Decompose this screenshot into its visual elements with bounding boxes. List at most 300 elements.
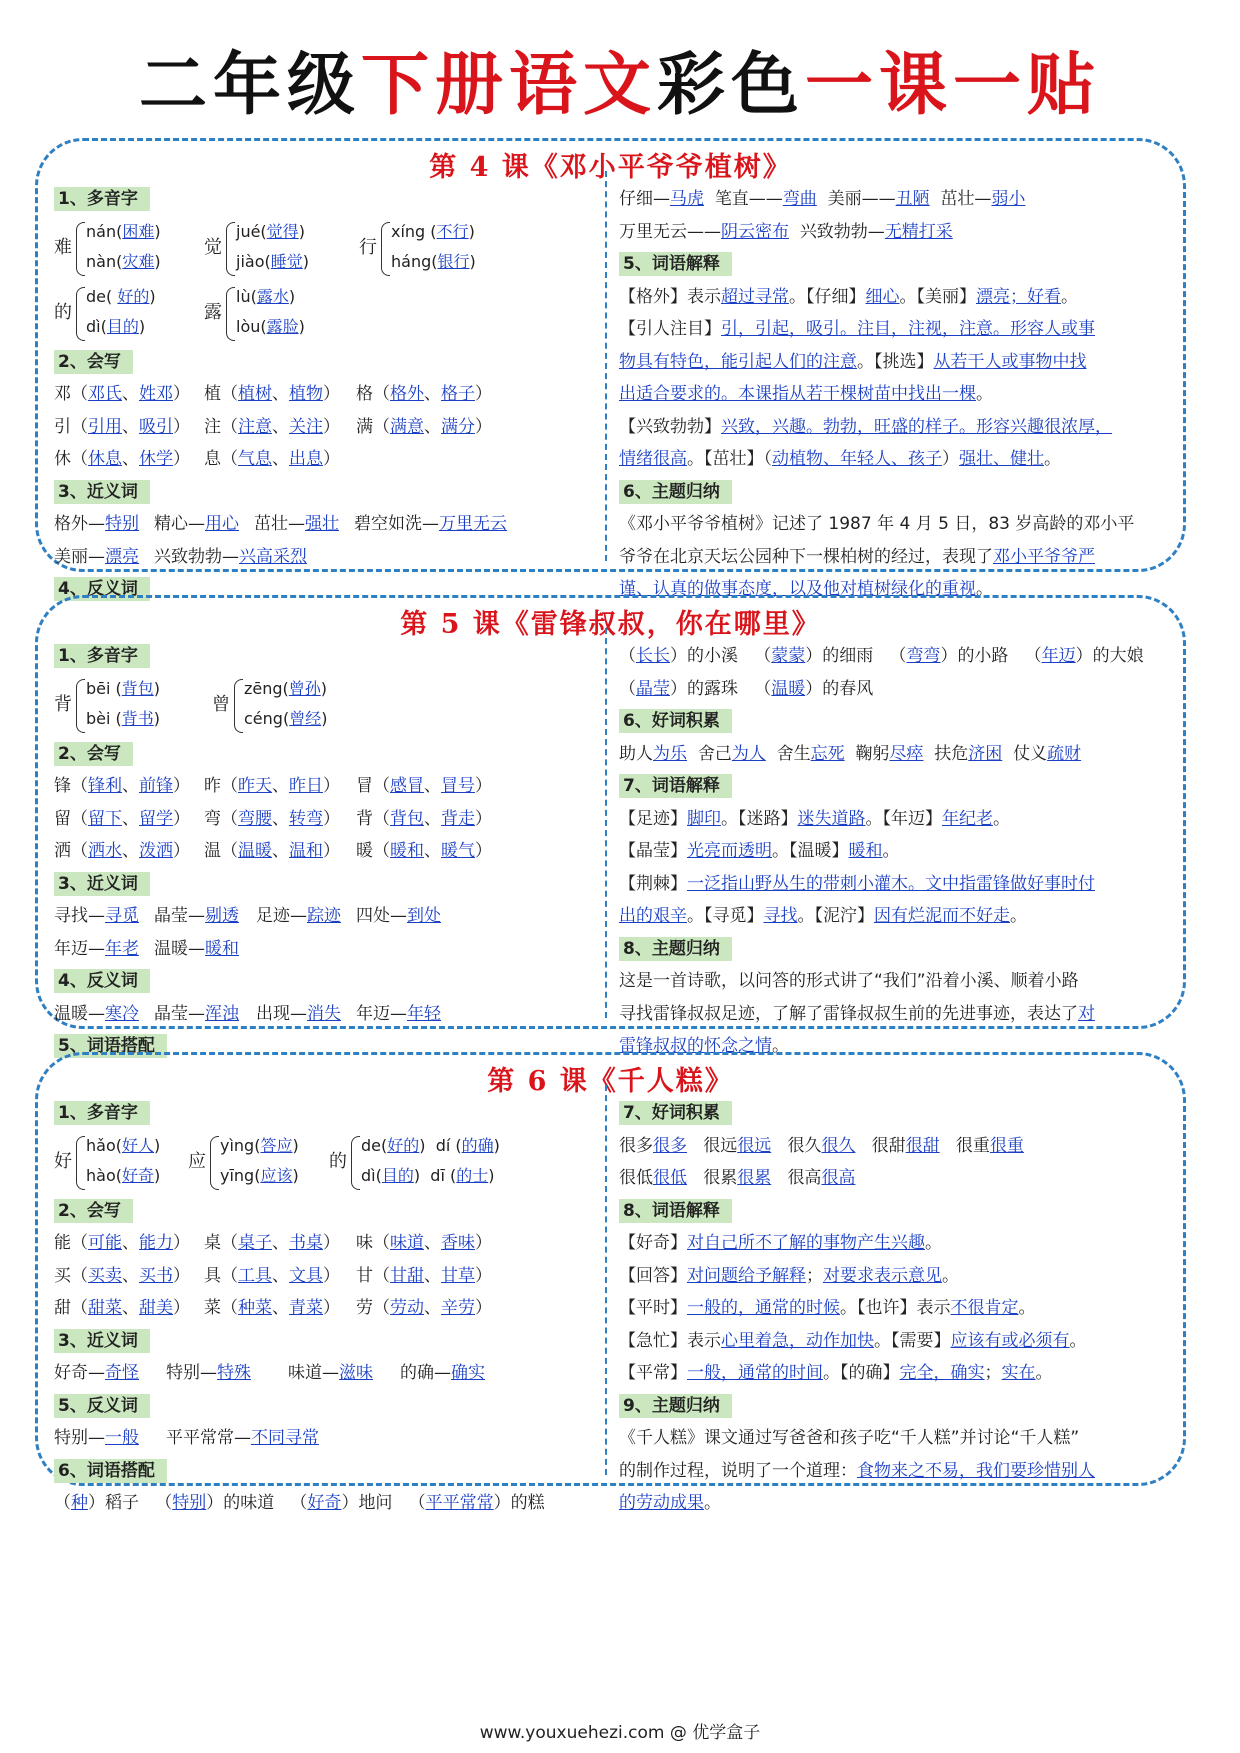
write-word: 植物 <box>289 384 323 404</box>
pairing-row: （种）稻子 （特别）的味道 （好奇）地问 （平平常常）的糕 <box>54 1493 545 1513</box>
word: 寻找— <box>54 906 105 926</box>
text: 鞠躬 <box>855 743 890 764</box>
meaning: 邓小平爷爷严 <box>993 546 1095 567</box>
synonym-row <box>54 1357 594 1390</box>
section-header: 1、多音字 <box>54 187 150 211</box>
word: 特别— <box>54 1428 105 1448</box>
write-word: 背包 <box>390 808 424 829</box>
lesson-4-left-column <box>54 183 594 606</box>
example-word: 睡觉 <box>270 251 303 271</box>
theme-line <box>619 965 1169 998</box>
meaning: 情绪很高 <box>619 449 687 469</box>
synonym-row <box>54 933 594 966</box>
text: 的春风 <box>822 678 874 699</box>
synonym-word: 确实 <box>451 1363 485 1383</box>
polyphone-char: 行 <box>359 236 377 258</box>
write-word: 留学 <box>139 808 173 829</box>
explanation-line <box>619 443 1169 476</box>
polyphone-char: 露 <box>204 301 222 323</box>
text: 【荆棘】 <box>619 873 687 894</box>
example-word: 曾经 <box>289 708 322 728</box>
write-word: 满分 <box>441 416 475 437</box>
word: 温暖— <box>54 1003 105 1024</box>
word: 仔细— <box>619 189 670 209</box>
meaning: 漂亮；好看 <box>976 286 1061 307</box>
text: 仗义 <box>1013 743 1048 764</box>
write-char: 味 <box>356 1233 373 1253</box>
synonym-word: 强壮 <box>305 514 339 534</box>
write-word: 可能 <box>88 1233 122 1253</box>
text: 《千人糕》课文通过写爸爸和孩子吃“千人糕”并讨论“千人糕” <box>619 1428 1080 1448</box>
text: ； <box>806 1265 823 1286</box>
example-word: 好人 <box>121 1135 154 1155</box>
example-word: 的确 <box>461 1135 494 1155</box>
text: 助人 <box>619 743 653 764</box>
explanation-line <box>619 835 1169 868</box>
polyphone-char: 的 <box>54 301 72 323</box>
example-word: 露水 <box>256 286 289 306</box>
footer-watermark: www.youxuehezi.com @ 优学盒子 <box>479 1723 761 1743</box>
write-word: 甜菜 <box>88 1298 122 1318</box>
meaning: 引，引起，吸引。注目，注视，注意。形容人或事 <box>721 319 1095 339</box>
pinyin: hǎo( <box>86 1135 122 1155</box>
text: 的细雨 <box>822 646 874 666</box>
text: 【引人注目】 <box>619 319 721 339</box>
pinyin: bēi ( <box>86 678 122 698</box>
synonym-word: 特别 <box>105 514 139 534</box>
text: 。 <box>976 384 993 404</box>
text: 。【迷路】 <box>721 808 798 829</box>
meaning: 食物来之不易，我们要珍惜别人 <box>857 1460 1095 1481</box>
pair-word: 蒙蒙 <box>771 646 806 666</box>
write-word: 气息 <box>238 449 272 469</box>
lesson-6-card <box>35 1052 1186 1513</box>
synonym-word: 年老 <box>105 938 139 959</box>
pinyin: lòu( <box>236 316 267 336</box>
meaning: 兴致，兴趣。勃勃，旺盛的样子。形容兴趣很浓厚， <box>721 416 1112 437</box>
explanation-line <box>619 1357 1169 1390</box>
meaning: 一般，通常的时间 <box>687 1363 823 1383</box>
text: 地问 <box>358 1493 393 1513</box>
word: 兴致勃勃— <box>799 221 885 242</box>
write-row: 洒（洒水、泼洒） 温（温暖、温和） 暖（暖和、暖气） <box>54 841 492 861</box>
text: 【格外】表示 <box>619 286 721 307</box>
card-divider <box>605 171 607 561</box>
text: 舍己 <box>697 743 732 764</box>
antonym-word: 浑浊 <box>205 1003 239 1024</box>
polyphone-char: 应 <box>188 1150 206 1172</box>
text: 的小溪 <box>687 646 738 666</box>
meaning: 雷锋叔叔的怀念之情 <box>619 1036 772 1056</box>
text: 。 <box>772 1036 789 1056</box>
write-char: 弯 <box>204 808 221 829</box>
pair-word: 年迈 <box>1041 646 1076 666</box>
section-header: 3、近义词 <box>54 872 150 896</box>
text: 【平时】 <box>619 1298 687 1318</box>
meaning: 动植物、年轻人、孩子 <box>772 449 942 469</box>
text: 【平常】 <box>619 1363 687 1383</box>
lesson-5-card <box>35 595 1186 1056</box>
write-word: 香味 <box>441 1233 475 1253</box>
pinyin: yīng( <box>220 1165 261 1185</box>
write-word: 吸引 <box>139 416 173 437</box>
text: 很甜 <box>871 1135 906 1156</box>
pairing-row: （晶莹）的露珠 （温暖）的春风 <box>619 678 874 699</box>
polyphone-char: 觉 <box>204 236 222 258</box>
write-word: 辛劳 <box>441 1298 475 1318</box>
lesson-6-left-column <box>54 1097 594 1520</box>
write-char: 锋 <box>54 776 71 796</box>
meaning: 出适合要求的。本课指从若干棵树苗中找出一棵 <box>619 384 976 404</box>
write-word: 感冒 <box>390 776 424 796</box>
theme-line <box>619 508 1169 541</box>
write-row: 邓（邓氏、姓邓） 植（植树、植物） 格（格外、格子） <box>54 384 492 404</box>
text: 。【美丽】 <box>899 286 976 307</box>
write-row: 休（休息、休学） 息（气息、出息） <box>54 449 340 469</box>
write-row: 甜（甜菜、甜美） 菜（种菜、青菜） 劳（劳动、辛劳） <box>54 1298 492 1318</box>
word: 晶莹— <box>154 906 205 926</box>
pair-word: 平平常常 <box>425 1493 494 1513</box>
explanation-line <box>619 1227 1169 1260</box>
example-word: 觉得 <box>266 221 299 241</box>
theme-line <box>619 1455 1169 1488</box>
write-word: 温和 <box>289 841 323 861</box>
section-header: 6、主题归纳 <box>619 480 732 504</box>
word: 四处— <box>356 906 407 926</box>
text: 很低 <box>619 1168 653 1188</box>
write-char: 昨 <box>204 776 221 796</box>
title-part-3: 彩色 <box>657 45 806 125</box>
pair-word: 长长 <box>636 646 670 666</box>
explanation-line <box>619 803 1169 836</box>
synonym-word: 漂亮 <box>105 546 139 567</box>
example-word: 应该 <box>260 1165 293 1185</box>
pinyin: dì( <box>86 316 107 336</box>
text: 很高 <box>787 1168 822 1188</box>
section-header: 7、好词积累 <box>619 1101 732 1125</box>
meaning: 应该有或必须有 <box>950 1330 1070 1351</box>
write-word: 洒水 <box>88 841 122 861</box>
synonym-row <box>54 541 594 574</box>
word: 年迈— <box>356 1003 407 1024</box>
write-word: 暖和 <box>390 841 424 861</box>
synonym-word: 寻觅 <box>105 906 139 926</box>
example-word: 答应 <box>260 1135 293 1155</box>
write-word: 留下 <box>88 808 122 829</box>
pinyin: céng( <box>244 708 290 728</box>
write-word: 引用 <box>88 416 122 437</box>
word: 平平常常— <box>166 1428 251 1448</box>
antonym-row <box>54 1422 594 1455</box>
synonym-word: 奇怪 <box>105 1363 139 1383</box>
text: ； <box>984 1363 1002 1383</box>
text: 的小路 <box>957 646 1009 666</box>
text: 。【的确】 <box>823 1363 900 1383</box>
synonym-word: 暖和 <box>205 938 239 959</box>
text: 。 <box>925 1233 942 1253</box>
write-word: 劳动 <box>390 1298 424 1318</box>
antonym-word: 弱小 <box>991 189 1026 209</box>
text: 扶危 <box>934 743 969 764</box>
text: 的味道 <box>223 1493 275 1513</box>
meaning: 谨、认真的做事态度，以及他对植树绿化的重视 <box>619 579 976 599</box>
write-word: 甘草 <box>441 1265 475 1286</box>
write-word: 锋利 <box>88 776 122 796</box>
pair-word: 好奇 <box>307 1493 342 1513</box>
meaning: 不很肯定 <box>950 1298 1019 1318</box>
synonym-word: 用心 <box>205 514 239 534</box>
good-word: 很累 <box>737 1168 772 1188</box>
synonym-word: 滋味 <box>339 1363 373 1383</box>
text: 寻找雷锋叔叔足迹，了解了雷锋叔叔生前的先进事迹，表达了 <box>619 1003 1078 1024</box>
antonym-word: 不同寻常 <box>251 1428 319 1448</box>
word: 笔直—— <box>714 189 783 209</box>
write-word: 姓邓 <box>139 384 173 404</box>
text: 很累 <box>703 1168 738 1188</box>
antonym-word: 无精打采 <box>884 221 953 242</box>
meaning: 超过寻常 <box>721 286 789 307</box>
pair-word: 弯弯 <box>906 646 941 666</box>
word: 万里无云—— <box>619 221 721 242</box>
pinyin: hào( <box>86 1165 122 1185</box>
theme-line <box>619 998 1169 1031</box>
word: 美丽—— <box>827 189 896 209</box>
pinyin: háng( <box>391 251 438 271</box>
good-word: 很重 <box>989 1135 1024 1156</box>
section-header: 8、词语解释 <box>619 1199 732 1223</box>
synonym-word: 兴高采烈 <box>239 546 307 567</box>
text: 的糕 <box>510 1493 545 1513</box>
text: 《邓小平爷爷植树》记述了 1987 年 4 月 5 日，83 岁高龄的邓小平 <box>619 514 1135 534</box>
polyphone-char: 曾 <box>212 693 230 715</box>
write-word: 味道 <box>390 1233 424 1253</box>
good-word: 为乐 <box>653 743 687 764</box>
text: 。【也许】表示 <box>840 1298 951 1318</box>
write-char: 满 <box>356 416 373 437</box>
antonym-word: 年轻 <box>407 1003 441 1024</box>
good-words-row <box>619 1130 1169 1163</box>
write-word: 出息 <box>289 449 323 469</box>
meaning: 对自己所不了解的事物产生兴趣 <box>687 1233 925 1253</box>
text: 很久 <box>787 1135 822 1156</box>
word: 特别— <box>166 1363 217 1383</box>
text: 。 <box>1010 906 1027 926</box>
section-header: 2、会写 <box>54 350 133 374</box>
pairing-row: （长长）的小溪 （蒙蒙）的细雨 （弯弯）的小路 （年迈）的大娘 <box>619 646 1144 666</box>
synonym-word: 踪迹 <box>307 906 341 926</box>
meaning: 的劳动成果 <box>619 1493 704 1513</box>
example-word: 背包 <box>121 678 154 698</box>
antonym-row <box>54 998 594 1031</box>
meaning: 强壮、健壮 <box>959 449 1044 469</box>
section-header: 5、反义词 <box>54 1394 150 1418</box>
text: 这是一首诗歌，以问答的形式讲了“我们”沿着小溪、顺着小路 <box>619 971 1079 991</box>
section-header: 7、词语解释 <box>619 774 732 798</box>
text: 。 <box>1061 286 1078 307</box>
write-char: 植 <box>204 384 221 404</box>
word: 出现— <box>256 1003 307 1024</box>
good-word: 很久 <box>821 1135 856 1156</box>
write-word: 休学 <box>139 449 173 469</box>
write-char: 洒 <box>54 841 71 861</box>
title-part-4: 一课一贴 <box>805 45 1102 125</box>
explanation-line <box>619 378 1169 411</box>
page-title <box>0 40 1240 130</box>
synonym-word: 剔透 <box>205 906 239 926</box>
write-row: 锋（锋利、前锋） 昨（昨天、昨日） 冒（感冒、冒号） <box>54 776 492 796</box>
theme-line <box>619 1422 1169 1455</box>
write-word: 转弯 <box>289 808 323 829</box>
explanation-line <box>619 1292 1169 1325</box>
lesson-5-title: 第 5 课《雷锋叔叔，你在哪里》 <box>400 609 821 640</box>
example-word: 目的 <box>106 316 139 336</box>
text: 【好奇】 <box>619 1233 687 1253</box>
text: 。 <box>1044 449 1061 469</box>
explanation-line <box>619 1325 1169 1358</box>
explanation-line <box>619 411 1169 444</box>
write-char: 冒 <box>356 776 373 796</box>
pinyin: dì( <box>361 1165 382 1185</box>
write-char: 背 <box>356 808 373 829</box>
meaning: 出的艰辛 <box>619 906 687 926</box>
write-word: 甜美 <box>139 1298 173 1318</box>
lesson-6-right-column <box>619 1097 1169 1520</box>
text: 。【茁壮】（ <box>687 449 772 469</box>
word: 茁壮— <box>940 189 992 209</box>
write-word: 休息 <box>88 449 122 469</box>
word: 温暖— <box>154 938 205 959</box>
pair-word: 特别 <box>172 1493 207 1513</box>
pinyin: nán( <box>86 221 123 241</box>
pair-word: 晶莹 <box>636 678 670 699</box>
text: 。【挑选】 <box>857 351 934 372</box>
lesson-5-left-column <box>54 640 594 1063</box>
pinyin: dí ( <box>435 1135 462 1155</box>
write-word: 青菜 <box>289 1298 323 1318</box>
example-word: 不行 <box>436 221 469 241</box>
text: 【回答】 <box>619 1265 687 1286</box>
write-word: 温暖 <box>238 841 272 861</box>
write-word: 背走 <box>441 808 475 829</box>
write-word: 昨日 <box>289 776 323 796</box>
good-word: 很甜 <box>905 1135 940 1156</box>
synonym-word: 万里无云 <box>439 514 507 534</box>
pinyin: jiào( <box>236 251 271 271</box>
write-char: 格 <box>356 384 373 404</box>
write-word: 泼洒 <box>139 841 173 861</box>
example-word: 目的 <box>381 1165 414 1185</box>
word: 碧空如洗— <box>354 514 439 534</box>
write-char: 留 <box>54 808 71 829</box>
write-word: 植树 <box>238 384 272 404</box>
section-header: 2、会写 <box>54 742 133 766</box>
write-word: 甘甜 <box>390 1265 424 1286</box>
section-header: 4、反义词 <box>54 577 150 601</box>
section-header: 9、主题归纳 <box>619 1394 732 1418</box>
lesson-4-card <box>35 138 1186 599</box>
polyphone-row: 背 bēi (背包) bèi (背书) 曾 zēng(曾孙) céng(曾经) <box>54 673 594 738</box>
antonym-word: 寒冷 <box>105 1003 139 1024</box>
example-word: 困难 <box>122 221 155 241</box>
text: 。 <box>1035 1363 1053 1383</box>
write-char: 息 <box>204 449 221 469</box>
write-word: 桌子 <box>238 1233 272 1253</box>
write-word: 买书 <box>139 1265 173 1286</box>
good-words-row <box>619 1162 1169 1195</box>
example-word: 背书 <box>121 708 154 728</box>
theme-line <box>619 1487 1169 1520</box>
good-word: 忘死 <box>810 743 845 764</box>
text: 爷爷在北京天坛公园种下一棵柏树的经过，表现了 <box>619 546 993 567</box>
word: 美丽— <box>54 546 105 567</box>
text: 很多 <box>619 1135 653 1156</box>
polyphone-row: 好 hǎo(好人) hào(好奇) 应 yìng(答应) yīng(应该) 的 de(好的) dí (的确) dì(目的) dī (的士) <box>54 1130 594 1195</box>
good-word: 疏财 <box>1047 743 1082 764</box>
text: 【急忙】表示 <box>619 1330 721 1351</box>
write-char: 买 <box>54 1265 71 1286</box>
write-char: 具 <box>204 1265 221 1286</box>
write-word: 能力 <box>139 1233 173 1253</box>
explanation-line <box>619 313 1169 346</box>
text: 。 <box>1018 1298 1036 1318</box>
card-divider <box>605 628 607 1018</box>
write-word: 格子 <box>441 384 475 404</box>
text: 很远 <box>703 1135 738 1156</box>
meaning: 物具有特色，能引起人们的注意 <box>619 351 857 372</box>
polyphone-char: 难 <box>54 236 72 258</box>
antonym-word: 丑陋 <box>895 189 930 209</box>
meaning: 脚印 <box>687 808 721 829</box>
example-word: 好奇 <box>121 1165 154 1185</box>
good-word: 为人 <box>731 743 766 764</box>
word: 年迈— <box>54 938 105 959</box>
text: 。 <box>993 808 1010 829</box>
write-row: 引（引用、吸引） 注（注意、关注） 满（满意、满分） <box>54 416 492 437</box>
good-word: 很低 <box>653 1168 687 1188</box>
meaning: 一泛指山野丛生的带刺小灌木。文中指雷锋做好事时付 <box>687 873 1095 894</box>
write-word: 弯腰 <box>238 808 272 829</box>
text: 的制作过程，说明了一个道理： <box>619 1460 857 1481</box>
write-word: 工具 <box>238 1265 272 1286</box>
text: 。 <box>942 1265 959 1286</box>
polyphone-char: 好 <box>54 1150 72 1172</box>
text: 。 <box>1069 1330 1087 1351</box>
word: 晶莹— <box>154 1003 205 1024</box>
write-char: 休 <box>54 449 71 469</box>
write-char: 菜 <box>204 1298 221 1318</box>
lesson-4-title: 第 4 课《邓小平爷爷植树》 <box>429 152 792 183</box>
text: 。【年迈】 <box>865 808 942 829</box>
meaning: 光亮而透明 <box>687 841 772 861</box>
write-word: 冒号 <box>441 776 475 796</box>
write-char: 温 <box>204 841 221 861</box>
word: 格外— <box>54 514 105 534</box>
write-word: 书桌 <box>289 1233 323 1253</box>
good-word: 济困 <box>968 743 1003 764</box>
write-word: 关注 <box>289 416 323 437</box>
section-header: 3、近义词 <box>54 480 150 504</box>
text: 。 <box>882 841 900 861</box>
section-header: 1、多音字 <box>54 644 150 668</box>
synonym-row <box>54 900 594 933</box>
pair-word: 种 <box>71 1493 88 1513</box>
meaning: 从若干人或事物中找 <box>933 351 1087 372</box>
pinyin: de( <box>361 1135 388 1155</box>
text: 。【需要】 <box>874 1330 951 1351</box>
good-words-row <box>619 738 1169 771</box>
write-char: 暖 <box>356 841 373 861</box>
write-word: 邓氏 <box>88 384 122 404</box>
